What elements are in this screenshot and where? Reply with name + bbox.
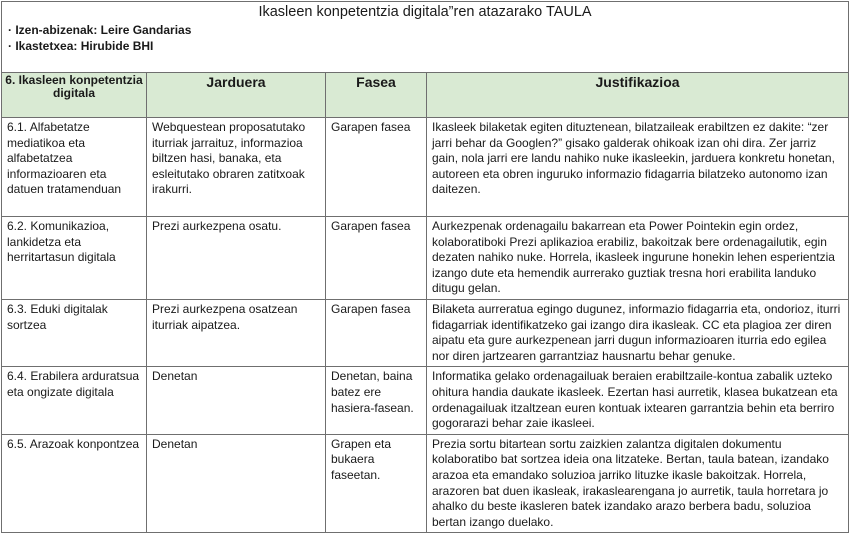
- competence-table: [1, 1, 849, 533]
- cell-phase: Grapen eta bukaera faseetan.: [326, 434, 427, 533]
- document-table-page: [1, 1, 848, 539]
- column-header-justification: Justifikazioa: [427, 73, 849, 118]
- cell-justification: Prezia sortu bitartean sortu zaizkien zalantza digitalen dokumentu kolaboratibo bat sortzea ideia ona litzateke. Bertan, taula batean, izandako arazoa eta emandako soluzioa jarriko lituzke ikasle bakoitzak. Horrela, arazoren bat duen ikasleak, irakaslearengana jo aurretik, taula horretara jo ahalko du beste ikasleren batek izandako arazo berbera badu, soluzioa bertan izango duelako.: [427, 434, 849, 533]
- table-row: [2, 299, 849, 366]
- table-row: [2, 434, 849, 533]
- cell-phase: Garapen fasea: [326, 299, 427, 366]
- table-row: [2, 217, 849, 300]
- cell-activity: Denetan: [147, 367, 326, 434]
- cell-competence: 6.1. Alfabetatze mediatikoa eta alfabetatzea informazioaren eta datuen tratamenduan: [2, 118, 147, 217]
- cell-competence: 6.2. Komunikazioa, lankidetza eta herritartasun digitala: [2, 217, 147, 300]
- cell-justification: Informatika gelako ordenagailuak beraien erabiltzaile-kontua zabalik uzteko ohitura handia daukate ikasleek. Ezertan hasi aurretik, klasea bukatzean eta ordenagailuak itzaltzean euren kontuak ixtearen garrantzia behin eta berriro gogorarazi behar zaie ikasleei.: [427, 367, 849, 434]
- cell-activity: Prezi aurkezpena osatu.: [147, 217, 326, 300]
- column-header-activity: Jarduera: [147, 73, 326, 118]
- cell-activity: Prezi aurkezpena osatzean iturriak aipatzea.: [147, 299, 326, 366]
- cell-justification: Ikasleek bilaketak egiten dituztenean, bilatzaileak erabiltzen ez dakite: “zer jarri behar da Googlen?” gisako galderak ohikoak izan ohi dira. Zer jarriz gain, nola jarri ere landu nahiko nuke ikasleekin, jarduera konkretu honetan, autoreen eta obren inguruko informazio fidagarria bilatzeko autonomo izan daitezen.: [427, 118, 849, 217]
- cell-activity: Webquestean proposatutako iturriak jarraituz, informazioa biltzen hasi, banaka, eta esleitutako obraren zatitxoak irakurri.: [147, 118, 326, 217]
- cell-activity: Denetan: [147, 434, 326, 533]
- title-row: [2, 2, 849, 73]
- cell-phase: Garapen fasea: [326, 217, 427, 300]
- cell-phase: Garapen fasea: [326, 118, 427, 217]
- title-cell: [2, 2, 849, 73]
- table-row: [2, 367, 849, 434]
- header-row: [2, 73, 849, 118]
- column-header-competence: 6. Ikasleen konpetentzia digitala: [2, 73, 147, 118]
- school-line: · Ikastetxea: Hirubide BHI: [8, 39, 154, 53]
- table-row: [2, 118, 849, 217]
- cell-justification: Bilaketa aurreratua egingo dugunez, informazio fidagarria eta, ondorioz, iturri fidagarriak identifikatzeko gai izango dira ikasleak. CC eta plagioa zer diren aipatu eta gure aurkezpenean jarri dugun informazioaren iturria edo egilea nor diren jartzearen garrantziaz hausnartu behar genuke.: [427, 299, 849, 366]
- author-line: · Izen-abizenak: Leire Gandarias: [8, 23, 192, 37]
- document-title: Ikasleen konpetentzia digitala”ren atazarako TAULA: [258, 4, 592, 20]
- cell-competence: 6.4. Erabilera arduratsua eta ongizate digitala: [2, 367, 147, 434]
- cell-competence: 6.3. Eduki digitalak sortzea: [2, 299, 147, 366]
- column-header-phase: Fasea: [326, 73, 427, 118]
- cell-phase: Denetan, baina batez ere hasiera-fasean.: [326, 367, 427, 434]
- cell-justification: Aurkezpenak ordenagailu bakarrean eta Power Pointekin egin ordez, kolaboratiboki Prezi aplikazioa erabiliz, bakoitzak bere ordenagailutik, egin dezaten nahiko nuke. Horrela, ikasleek ingurune honekin lehen esperientzia izango dute eta hemendik aurrerako guztiak tresna hori erabilita landuko ditugu gelan.: [427, 217, 849, 300]
- cell-competence: 6.5. Arazoak konpontzea: [2, 434, 147, 533]
